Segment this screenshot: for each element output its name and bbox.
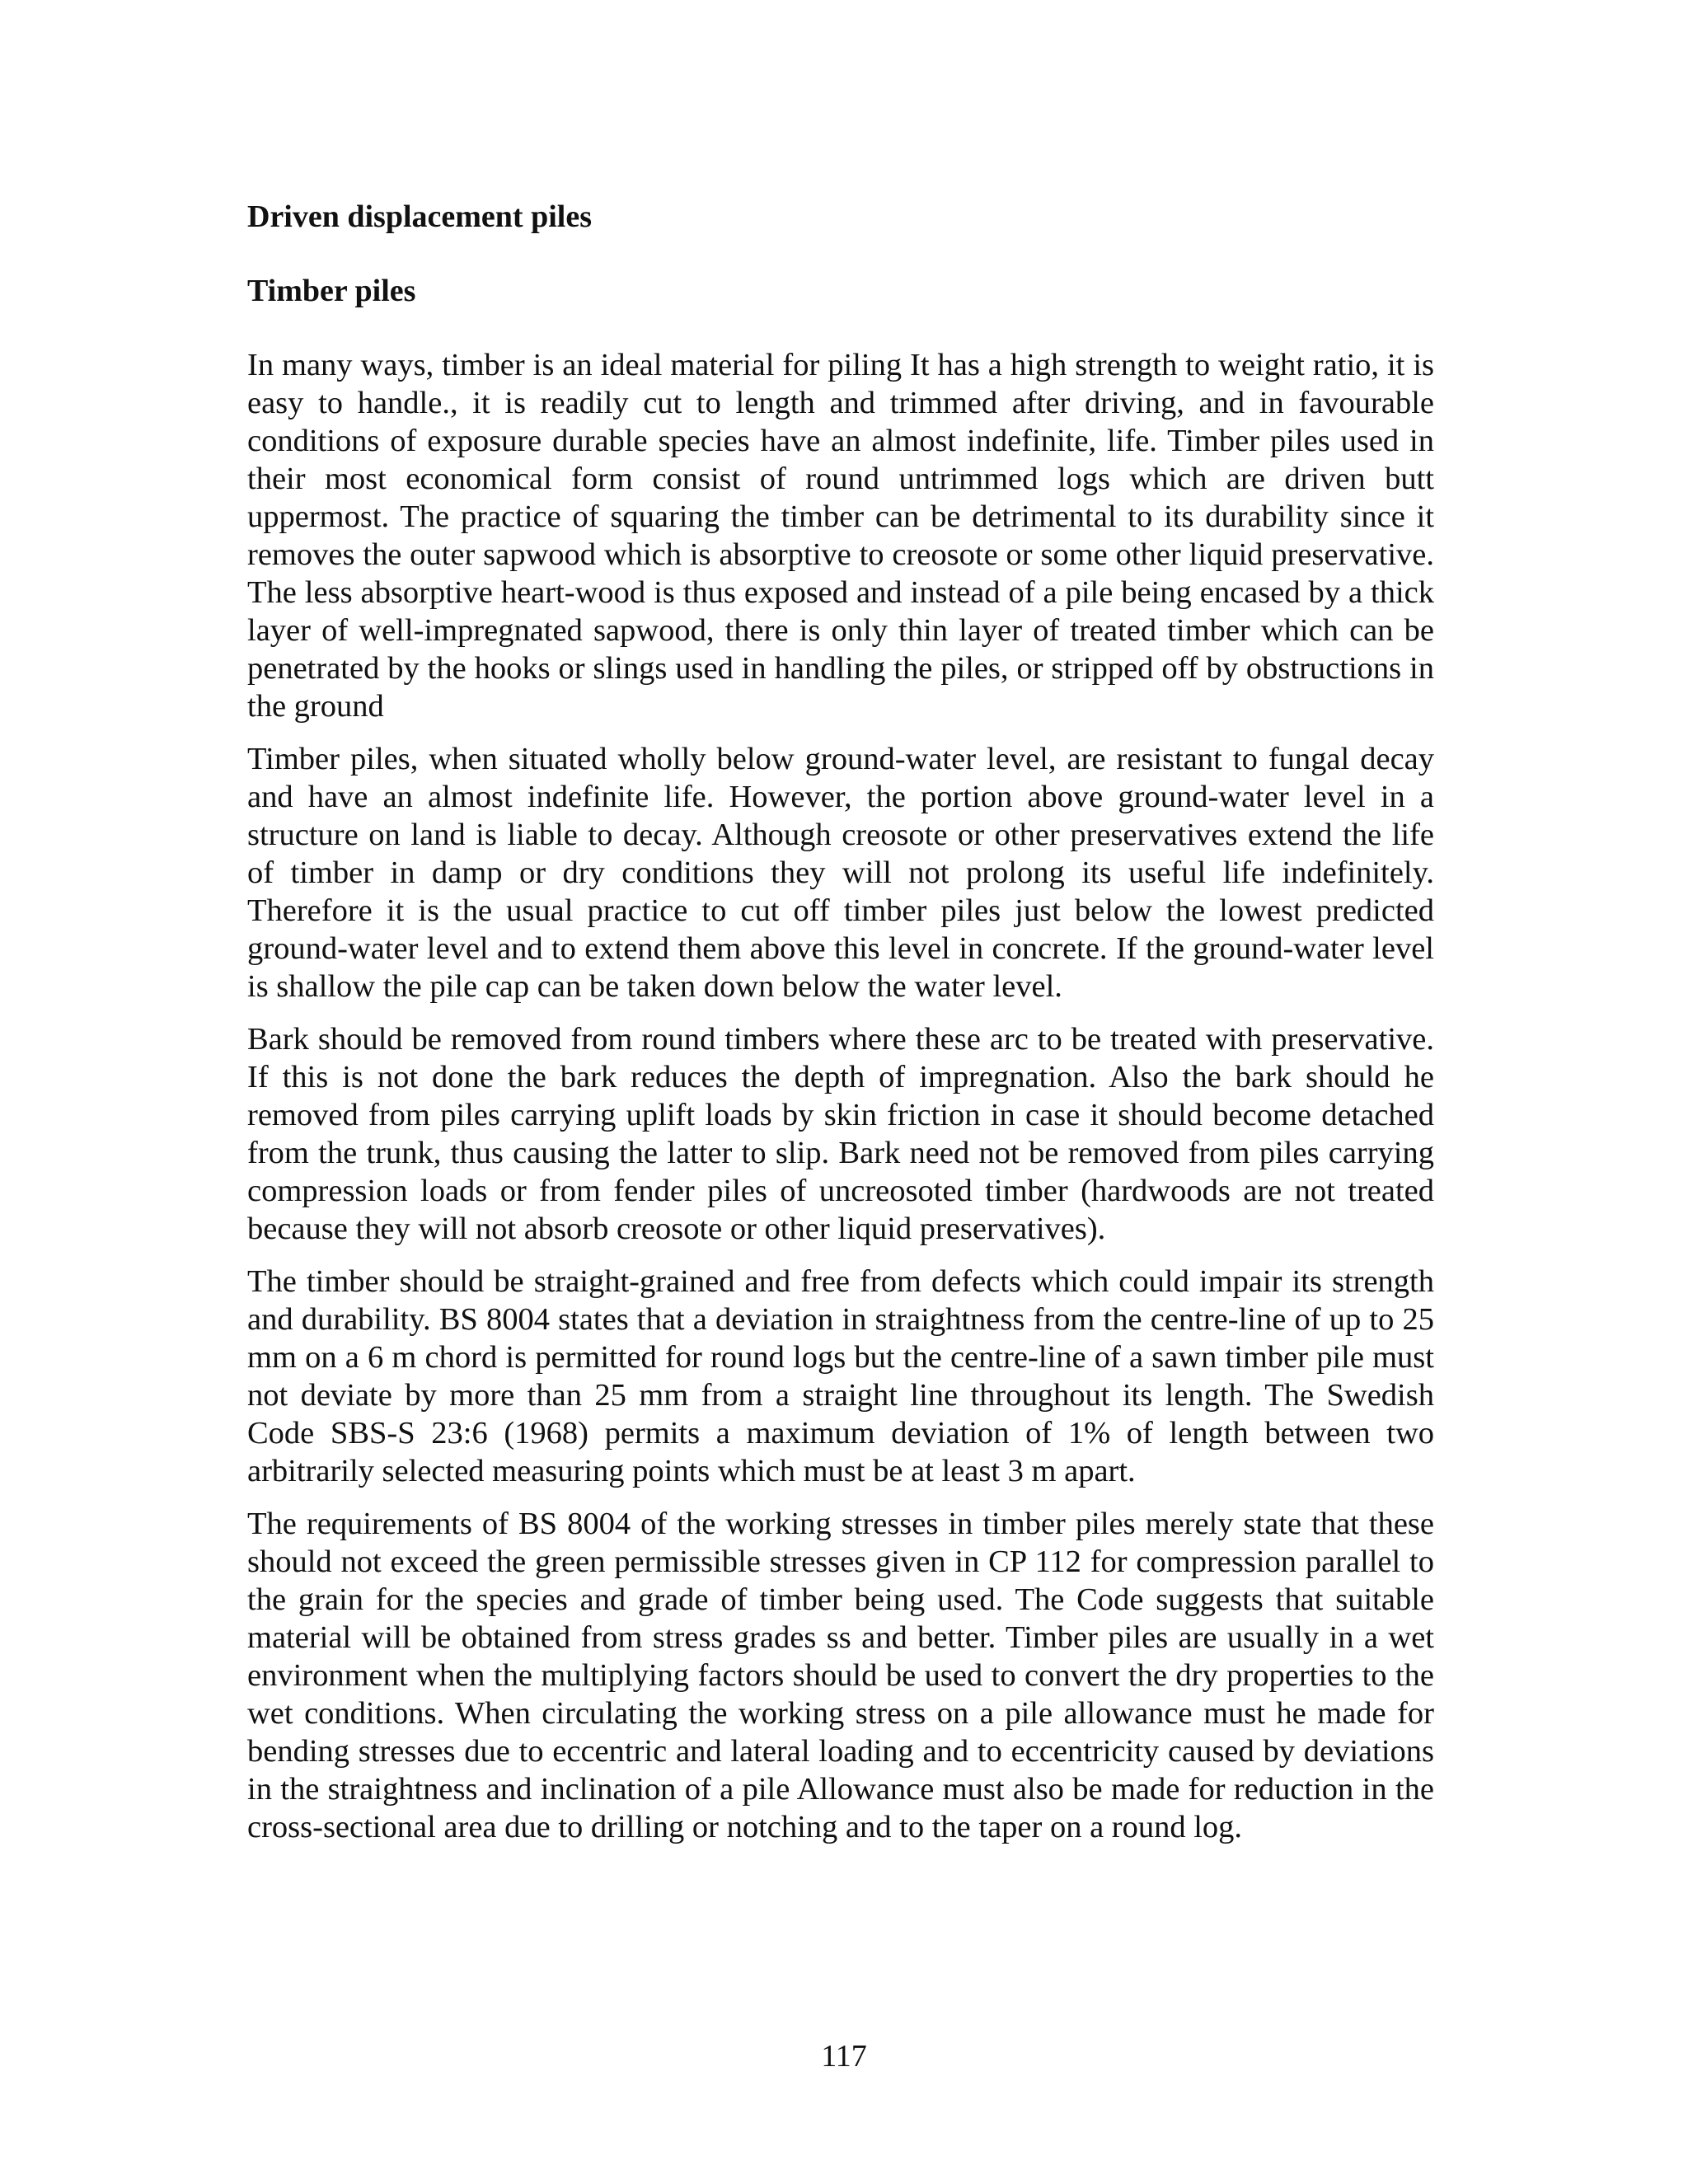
paragraph-5: The requirements of BS 8004 of the working stresses in timber piles merely state that these should not exceed the green permissible stresses given in CP 112 for compression parallel to the grain for the species and grade of timber being used. The Code suggests that suitable material will be obtained from stress grades ss and better. Timber piles are usually in a wet environment when the multiplying factors should be used to convert the dry properties to the wet conditions. When circulating the working stress on a pile allowance must he made for bending stresses due to eccentric and lateral loading and to eccentricity caused by deviations in the straightness and inclination of a pile Allowance must also be made for reduction in the cross-sectional area due to drilling or notching and to the taper on a round log. [247, 1507, 1434, 1844]
paragraph-4: The timber should be straight-grained and free from defects which could impair its strength and durability. BS 8004 states that a deviation in straightness from the centre-line of up to 25 mm on a 6 m chord is permitted for round logs but the centre-line of a sawn timber pile must not deviate by more than 25 mm from a straight line throughout its length. The Swedish Code SBS-S 23:6 (1968) permits a maximum deviation of 1% of length between two arbitrarily selected measuring points which must be at least 3 m apart. [247, 1264, 1434, 1488]
page-number: 117 [821, 2039, 867, 2074]
document-page [247, 198, 1434, 1861]
paragraph-3: Bark should be removed from round timbers where these arc to be treated with preservative. If this is not done the bark reduces the depth of impregnation. Also the bark should he removed from piles carrying uplift loads by skin friction in case it should become detached from the trunk, thus causing the latter to slip. Bark need not be removed from piles carrying compression loads or from fender piles of uncreosoted timber (hardwoods are not treated because they will not absorb creosote or other liquid preservatives). [247, 1022, 1434, 1246]
section-heading: Driven displacement piles [247, 199, 592, 234]
subsection-heading: Timber piles [247, 274, 416, 308]
paragraph-1: In many ways, timber is an ideal material for piling It has a high strength to weight ratio, it is easy to handle., it is readily cut to length and trimmed after driving, and in favourable conditions of exposure durable species have an almost indefinite, life. Timber piles used in their most economical form consist of round untrimmed logs which are driven butt uppermost. The practice of squaring the timber can be detrimental to its durability since it removes the outer sapwood which is absorptive to creosote or some other liquid preservative. The less absorptive heart-wood is thus exposed and instead of a pile being encased by a thick layer of well-impregnated sapwood, there is only thin layer of treated timber which can be penetrated by the hooks or slings used in handling the piles, or stripped off by obstructions in the ground [247, 348, 1434, 724]
paragraph-2: Timber piles, when situated wholly below ground-water level, are resistant to fungal decay and have an almost indefinite life. However, the portion above ground-water level in a structure on land is liable to decay. Although creosote or other preservatives extend the life of timber in damp or dry conditions they will not prolong its useful life indefinitely. Therefore it is the usual practice to cut off timber piles just below the lowest predicted ground-water level and to extend them above this level in concrete. If the ground-water level is shallow the pile cap can be taken down below the water level. [247, 742, 1434, 1004]
